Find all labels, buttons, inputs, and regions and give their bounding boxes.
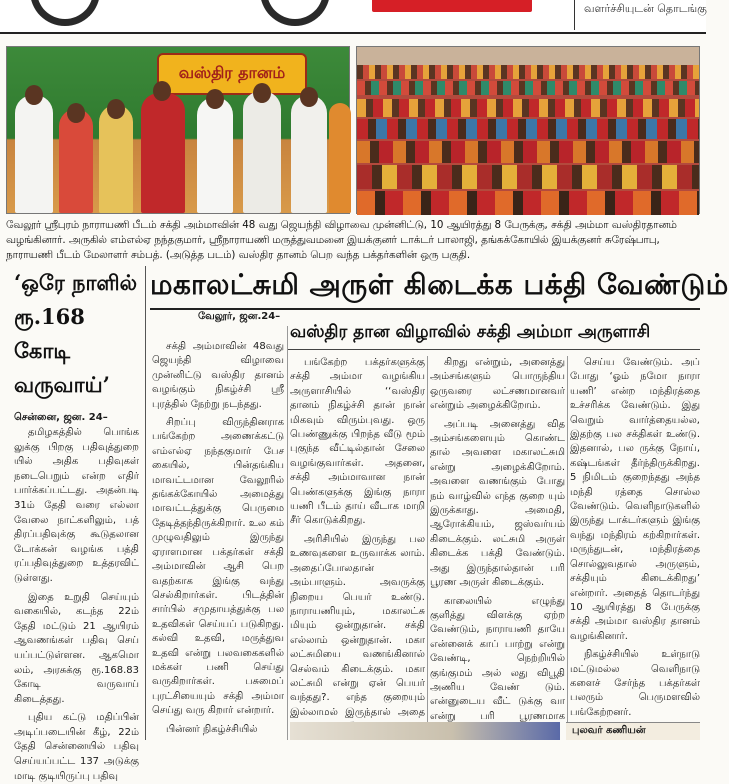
crowd-row bbox=[357, 165, 699, 189]
person-figure bbox=[329, 103, 351, 213]
person-head bbox=[25, 85, 43, 105]
article-column-3 bbox=[430, 356, 565, 740]
paragraph: அப்படி அனைத்து வித அம்சங்களையும் கொண்ட தால் அவளை மகாலட்சுமி என்று அழைக்கிறோம். அவளை வணங்கும் போது நம் வாழ்வில் எந்த குறை யும் இருக்காது. அமைதி, ஆரோக்கியம், ஜஸ்வர்யம் கிடைக்கும். லட்சுமி அருள் கிடைக்க பக்தி வேண்டும். அது இருந்தால்தான் பரி பூரண அருள் கிடைக்கும். bbox=[430, 418, 565, 589]
column-divider bbox=[567, 356, 568, 740]
paragraph: சிறப்பு விருந்தினராக பங்கேற்ற அணைக்கட்டு எம்எல்ஏ நந்தகுமார் பேச கையில், பின்தங்கிய மாவட்டமான வேலூரில் தங்கக்கோயில் அமைத்து மாவட்டத்துக்கு பெருமை தேடித்தந்திருக்கிறார். உல கம் முழுவதிலும் இருந்து ஏராளமான பக்தர்கள் சக்தி அம்மாவின் ஆசி பெற வதற்காக இங்கு வந்து செல்கிறார்கள். பிடத்தின் சார்பில் சமுதாயத்துக்கு பல உதவிகள் செய்யப் படுகிறது. கல்வி உதவி, மருத்துவ உதவி என்று பலவகைகளில் மக்கள் பணி செய்து வருகிறார்கள். பசுமைப் புரட்சியையும் சக்தி அம்மா செய்து வரு கிறார் என்றார். bbox=[152, 417, 284, 717]
advert-red-block bbox=[372, 0, 532, 12]
top-advert-text: வளர்ச்சியுடன் தொடங்கு bbox=[584, 2, 707, 15]
sidebar-story bbox=[6, 266, 146, 782]
person-figure bbox=[99, 105, 133, 213]
paragraph: சக்தி அம்மாவின் 48வது ஜெயந்தி விழாவை முன்னிட்டு வஸ்திர தானம் வழங்கும் நிகழ்ச்சி ஸ்ரீ புரத்தில் நேற்று நடந்தது. bbox=[152, 341, 284, 410]
tyre-graphic bbox=[260, 0, 330, 26]
person-figure bbox=[197, 97, 233, 213]
headline-rule bbox=[150, 308, 700, 310]
crowd-row bbox=[357, 191, 699, 215]
person-head bbox=[253, 83, 271, 103]
article-column-4 bbox=[570, 356, 700, 718]
paragraph: செய்ய வேண்டும். அப் போது ‘ஓம் நமோ நாரா யணி’ என்ற மந்திரத்தை உச்சரிக்க வேண்டும். இது வெறும் வார்த்தையல்ல, இதற்கு பல சக்திகள் உண்டு. இதனால், பல ருக்கு நோய், கஷ்டங்கள் தீர்ந்திருக்கிறது. 5 நிமிடம் குறைந்தது அந்த மந்தி ரத்தை சொல்ல வேண்டும். வெளிநாடுகளில் இருந்து டாக்டர்களும் இங்கு வந்து மந்திரம் கற்கிறார்கள். மருந்துடன், மந்திரத்தை சொல்லுவதால் அருளும், சக்தியும் கிடைக்கிறது’ என்றார். அதைத் தொடர்ந்து 10 ஆயிரத்து 8 பேருக்கு சக்தி அம்மா வஸ்திர தானம் வழங்கினார். bbox=[570, 357, 700, 642]
person-figure bbox=[15, 95, 53, 213]
column-divider bbox=[287, 326, 288, 740]
sidebar-headline-line: ‘ஒரே நாளில் bbox=[14, 270, 138, 295]
bottom-photo-strip bbox=[290, 722, 560, 740]
subheadline-rule bbox=[288, 349, 700, 350]
paragraph: நிகழ்ச்சியில் உள்நாடு மட்டுமல்ல வெளிநாடு களைச் சேர்ந்த பக்தர்கள் பலரும் பெருமளவில் பங்கேற்றனர். bbox=[570, 649, 700, 718]
event-photo-stage bbox=[6, 46, 350, 214]
bottom-box bbox=[566, 722, 700, 740]
paragraph: அரிசியில் இருந்து பல உணவுகளை உருவாக்க லாம். அதைப்போலதான் அம்பாளும். அவருக்கு நிறைய பெயர் உண்டு. நாராயணியும், மகாலட்சு மியும் ஒன்றுதான். சக்தி எல்லாம் ஒன்றுதான். மகா லட்சுமியை வணங்கினால் செல்வம் கிடைக்கும். மகா லட்சுமி என்று ஏன் பெயர் வந்தது?. எந்த குறையும் இல்லாமல் இருந்தால் அதை bbox=[290, 533, 425, 718]
top-advert-strip bbox=[0, 0, 706, 34]
crowd-row bbox=[357, 119, 699, 139]
paragraph: காலையில் எழுந்து குளித்து விளக்கு ஏற்ற வேண்டும், நாராயணி தாயே என்னைக் காப் பாற்று என்று வேண்டி, நெற்றியில் குங்குமம் அல் லது விபூதி அணிய வேண் டும். என்னுடைய வீட் டுக்கு வா என்று பரி பூரணமாக bbox=[430, 595, 565, 722]
main-dateline: வேலூர், ஜன.24– bbox=[198, 311, 281, 322]
divider bbox=[574, 0, 575, 30]
sidebar-headline-line: ரூ.168 கோடி bbox=[14, 304, 85, 363]
crowd-row bbox=[357, 99, 699, 117]
sidebar-dateline: சென்னை, ஜன. 24– bbox=[14, 412, 108, 423]
paragraph: இதை உறுதி செய்யும் வகையில், கடந்த 22ம் தேதி மட்டும் 21 ஆயிரம் ஆவணங்கள் பதிவு செய் யப்பட்டுள்ளன. ஆகமொ லம், அரசுக்கு ரூ.168.83 கோடி வருவாய் கிடைத்தது. bbox=[14, 591, 139, 705]
crowd-row bbox=[357, 81, 699, 95]
article-column-2 bbox=[290, 356, 425, 740]
crowd-row bbox=[357, 47, 699, 65]
banner-text: வஸ்திர தானம் bbox=[178, 63, 286, 82]
person-figure bbox=[291, 95, 327, 213]
sub-headline: வஸ்திர தான விழாவில் சக்தி அம்மா அருளாசி bbox=[290, 322, 651, 342]
person-head bbox=[300, 87, 318, 107]
person-head bbox=[153, 81, 171, 101]
crowd-row bbox=[357, 65, 699, 79]
paragraph: தமிழகத்தில் பொங்க லுக்கு பிறகு பதிவுத்துறை யில் அதிக பதிவுகள் நடைபெறும் என்ற எதிர் பார்க்கப்பட்டது. அதன்படி 31ம் தேதி வரை எல்லா வேலை நாட்களிலும், பத் திரப்பதிவுக்கு கூடுதலான டோக்கன் வழங்க பத்தி ரப்பதிவுத்துறை உத்தரவிட் டுள்ளது. bbox=[14, 427, 139, 584]
paragraph: புதிய கட்டு மதிப்பின் அடிப்படையின் கீழ், 22ம் தேதி சென்னையில் பதிவு செய்யப்பட்ட 137 அடுக்கு மாடி குடியிருப்பு பதிவு bbox=[14, 712, 139, 782]
sidebar-body bbox=[6, 426, 145, 784]
person-head bbox=[206, 89, 224, 109]
stage-banner bbox=[157, 53, 307, 95]
sidebar-headline-line: வருவாய்’ bbox=[14, 372, 110, 397]
paragraph: பங்கேற்ற பக்தர்களுக்கு சக்தி அம்மா வழங்கிய அருளாசியில் ‘‘வஸ்திர தானம் நிகழ்ச்சி தான் நான் மிகவும் விரும்புவது. ஒரு பெண்ணுக்கு பிறந்த வீடு மூம் புகுந்த வீட்டில்தான் சேலை வழங்குவார்கள். அதனை, சக்தி அம்மாவான நான் பெண்களுக்கு இங்கு நாரா யணி பீடம் தாய் வீடாக மாறி சீர் கொடுக்கிறது. bbox=[290, 357, 425, 527]
person-figure bbox=[59, 109, 93, 213]
person-head bbox=[67, 103, 85, 123]
main-headline: மகாலட்சுமி அருள் கிடைக்க பக்தி வேண்டும் bbox=[150, 268, 729, 301]
paragraph: கிறது என்றும், அனைத்து அம்சங்களும் பொருந்திய ஒருவரை லட்சணமானவர் என்றும் அழைக்கிறோம். bbox=[430, 357, 565, 412]
person-figure bbox=[243, 91, 281, 213]
person-figure bbox=[141, 93, 185, 213]
photo-caption: வேலூர் ஸ்ரீபுரம் நாராயணி பீடம் சக்தி அம்மாவின் 48 வது ஜெயந்தி விழாவை முன்னிட்டு, 10 ஆயிரத்து 8 பேருக்கு, சக்தி அம்மா வஸ்திரதானம் வழங்கினார். அருகில் எம்எல்ஏ நந்தகுமார், ஸ்ரீநாராயணி மருத்துவமனை இயக்குனர் டாக்டர் பாலாஜி, தங்கக்கோயில் இயக்குனர் சுரேஷ்பாபு, நாராயணி பீடம் மேலாளர் சம்பத். (அடுத்த படம்) வஸ்திர தானம் பெற வந்த பக்தர்களின் ஒரு பகுதி. bbox=[6, 219, 677, 261]
person-head bbox=[107, 99, 125, 119]
event-photo-crowd bbox=[356, 46, 700, 214]
bottom-box-label: புலவர் கணியன் bbox=[572, 725, 646, 736]
column-divider bbox=[427, 356, 428, 740]
article-column-1 bbox=[152, 326, 284, 740]
tyre-graphic bbox=[30, 0, 100, 26]
paragraph: பின்னர் நிகழ்ச்சியில் bbox=[166, 723, 258, 735]
crowd-row bbox=[357, 141, 699, 163]
sidebar-headline bbox=[6, 266, 145, 402]
